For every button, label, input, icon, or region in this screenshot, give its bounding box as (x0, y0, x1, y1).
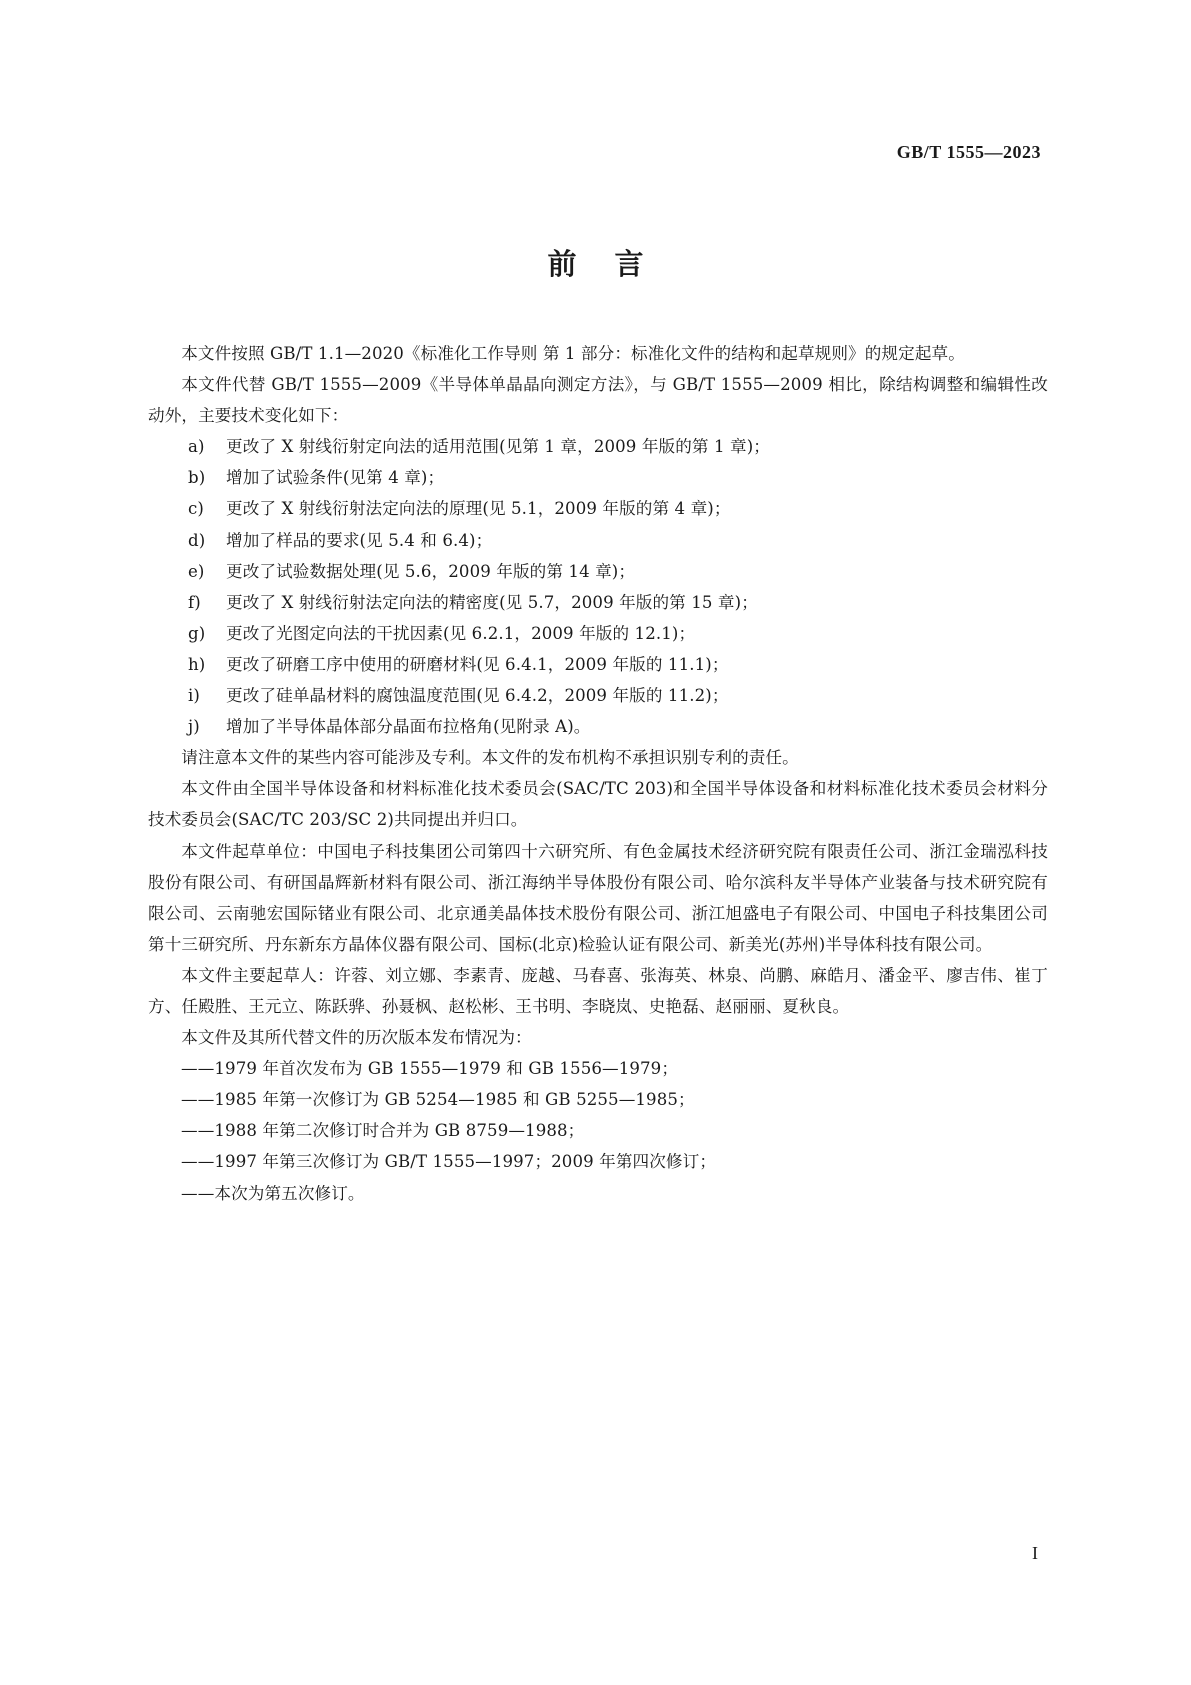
list-item (148, 462, 1048, 493)
list-item-text: 增加了半导体晶体部分晶面布拉格角(见附录 A)。 (226, 717, 591, 737)
list-item-text: 更改了研磨工序中使用的研磨材料(见 6.4.1，2009 年版的 11.1)； (226, 654, 729, 674)
list-item (148, 618, 1048, 649)
list-marker: e) (188, 561, 205, 581)
paragraph-drafting-units: 本文件起草单位：中国电子科技集团公司第四十六研究所、有色金属技术经济研究院有限责任公司、浙江金瑞泓科技股份有限公司、有研国晶辉新材料有限公司、浙江海纳半导体股份有限公司、哈尔滨科友半导体产业装备与技术研究院有限公司、云南驰宏国际锗业有限公司、北京通美晶体技术股份有限公司、浙江旭盛电子有限公司、中国电子科技集团公司第十三研究所、丹东新东方晶体仪器有限公司、国标(北京)检验认证有限公司、新美光(苏州)半导体科技有限公司。 (148, 841, 1048, 954)
list-marker: f) (188, 592, 201, 612)
list-item-text: 增加了样品的要求(见 5.4 和 6.4)； (226, 530, 493, 550)
paragraph-patent-notice: 请注意本文件的某些内容可能涉及专利。本文件的发布机构不承担识别专利的责任。 (181, 748, 799, 768)
list-item (148, 711, 1048, 742)
list-marker: c) (188, 499, 204, 519)
list-marker: a) (188, 437, 205, 457)
list-item-text: 更改了 X 射线衍射法定向法的精密度(见 5.7，2009 年版的第 15 章)； (226, 592, 758, 612)
foreword-body (148, 338, 1048, 1209)
history-item: ——1979 年首次发布为 GB 1555—1979 和 GB 1556—1979； (181, 1059, 679, 1079)
history-item: ——1997 年第三次修订为 GB/T 1555—1997；2009 年第四次修订； (181, 1152, 717, 1172)
list-item-text: 更改了光图定向法的干扰因素(见 6.2.1，2009 年版的 12.1)； (226, 623, 696, 643)
list-item (148, 525, 1048, 556)
list-item-text: 更改了硅单晶材料的腐蚀温度范围(见 6.4.2，2009 年版的 11.2)； (226, 686, 729, 706)
history-item: ——1985 年第一次修订为 GB 5254—1985 和 GB 5255—1985； (181, 1090, 695, 1110)
list-marker: b) (188, 468, 206, 488)
paragraph-drafters: 本文件主要起草人：许蓉、刘立娜、李素青、庞越、马春喜、张海英、林泉、尚鹏、麻皓月、潘金平、廖吉伟、崔丁方、任殿胜、王元立、陈跃骅、孙聂枫、赵松彬、王书明、李晓岚、史艳磊、赵丽丽、夏秋良。 (148, 965, 1048, 1016)
list-item (148, 680, 1048, 711)
list-marker: g) (188, 623, 206, 643)
list-item-text: 更改了试验数据处理(见 5.6，2009 年版的第 14 章)； (226, 561, 636, 581)
history-item: ——本次为第五次修订。 (181, 1183, 365, 1203)
paragraph-drafting-rules: 本文件按照 GB/T 1.1—2020《标准化工作导则 第 1 部分：标准化文件的结构和起草规则》的规定起草。 (181, 344, 965, 363)
paragraph-replacement: 本文件代替 GB/T 1555—2009《半导体单晶晶向测定方法》，与 GB/T 1555—2009 相比，除结构调整和编辑性改动外，主要技术变化如下： (148, 375, 1048, 426)
list-item (148, 431, 1048, 462)
list-marker: j) (188, 717, 200, 737)
list-item (148, 556, 1048, 587)
page-title: 前言 (547, 247, 682, 281)
list-item-text: 更改了 X 射线衍射法定向法的原理(见 5.1，2009 年版的第 4 章)； (226, 499, 731, 519)
list-item (148, 587, 1048, 618)
history-item: ——1988 年第二次修订时合并为 GB 8759—1988； (181, 1121, 585, 1141)
paragraph-proposer: 本文件由全国半导体设备和材料标准化技术委员会(SAC/TC 203)和全国半导体设备和材料标准化技术委员会材料分技术委员会(SAC/TC 203/SC 2)共同提出并归口。 (148, 779, 1048, 830)
list-marker: i) (188, 686, 200, 706)
list-marker: h) (188, 654, 206, 674)
list-item (148, 649, 1048, 680)
document-number: GB/T 1555—2023 (896, 142, 1041, 162)
list-item-text: 更改了 X 射线衍射定向法的适用范围(见第 1 章，2009 年版的第 1 章)； (226, 437, 770, 457)
list-item-text: 增加了试验条件(见第 4 章)； (226, 468, 445, 488)
list-item (148, 493, 1048, 524)
list-marker: d) (188, 530, 206, 550)
paragraph-history-intro: 本文件及其所代替文件的历次版本发布情况为： (181, 1028, 532, 1048)
page-number: I (1032, 1543, 1038, 1563)
